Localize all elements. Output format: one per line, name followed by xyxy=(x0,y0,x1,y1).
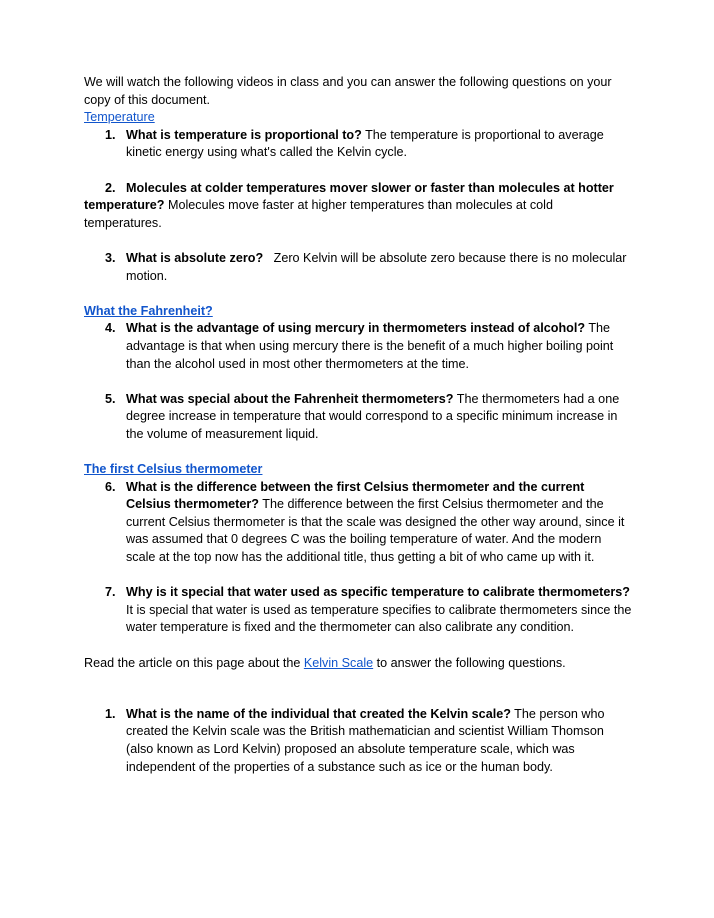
article-instructions: Read the article on this page about the Kelvin Scale to answer the following questions. xyxy=(84,655,566,670)
answer-text: The advantage is that when using mercury there is the benefit of a much higher boiling point than the alcohol used in most other thermometers at the time. xyxy=(126,321,614,371)
answer-text: The temperature is proportional to average kinetic energy using what's called the Kelvin cycle. xyxy=(126,127,604,160)
question-7 xyxy=(84,584,632,637)
question-number: 3. xyxy=(105,250,116,265)
question-number: 6. xyxy=(105,479,116,494)
kelvin-question-1 xyxy=(84,706,632,776)
question-number: 1. xyxy=(105,706,116,721)
question-3 xyxy=(84,250,632,285)
link-what-the-fahrenheit[interactable]: What the Fahrenheit? xyxy=(84,303,213,318)
question-list-temperature-b xyxy=(84,250,632,285)
question-text: What is the name of the individual that created the Kelvin scale? xyxy=(126,706,511,721)
answer-text: The difference between the first Celsius thermometer and the current Celsius thermometer is that the scale was designed the other way around, since it was assumed that 0 degrees C was the boiling temperature of water. And the modern scale at the top now has the additional title, thus getting a bit of who came up with it. xyxy=(126,497,625,565)
question-list-temperature xyxy=(84,127,632,162)
question-1 xyxy=(84,127,632,162)
link-kelvin-scale[interactable]: Kelvin Scale xyxy=(303,655,374,670)
answer-text: Molecules move faster at higher temperatures than molecules at cold temperatures. xyxy=(84,198,553,230)
question-text: What was special about the Fahrenheit thermometers? xyxy=(126,391,454,406)
link-temperature[interactable]: Temperature xyxy=(84,110,155,125)
question-list-fahrenheit xyxy=(84,320,632,443)
intro-paragraph: We will watch the following videos in class and you can answer the following questions on your copy of this document. xyxy=(84,75,612,107)
question-text: What is temperature is proportional to? xyxy=(126,127,362,142)
question-6 xyxy=(84,479,632,567)
question-text: Molecules at colder temperatures mover slower or faster than molecules at hotter temperature? xyxy=(84,180,614,213)
question-4 xyxy=(84,320,632,373)
question-5 xyxy=(84,391,632,444)
answer-text: The thermometers had a one degree increase in temperature that would correspond to a specific minimum increase in the volume of measurement liquid. xyxy=(126,391,620,441)
question-text: Why is it special that water used as specific temperature to calibrate thermometers? xyxy=(126,585,630,600)
question-number: 5. xyxy=(105,391,116,406)
question-number: 7. xyxy=(105,585,116,600)
question-text: What is the advantage of using mercury in thermometers instead of alcohol? xyxy=(126,321,586,336)
question-text: What is the difference between the first Celsius thermometer and the current Celsius thermometer? xyxy=(126,479,585,512)
question-text: What is absolute zero? xyxy=(126,250,264,265)
question-list-kelvin xyxy=(84,706,632,776)
question-number: 1. xyxy=(105,127,116,142)
link-first-celsius-thermometer[interactable]: The first Celsius thermometer xyxy=(84,462,263,477)
document-body xyxy=(84,74,632,776)
question-list-celsius xyxy=(84,479,632,637)
question-2 xyxy=(84,180,632,233)
answer-text: The person who created the Kelvin scale was the British mathematician and scientist William Thomson (also known as Lord Kelvin) proposed an absolute temperature scale, which was independent of the properties of a substance such as ice or the human body. xyxy=(126,706,605,774)
answer-text: Zero Kelvin will be absolute zero because there is no molecular motion. xyxy=(126,250,630,283)
question-number: 2. xyxy=(105,180,116,195)
answer-text: It is special that water is used as temperature specifies to calibrate thermometers since the water temperature is fixed and the thermometer can also calibrate any condition. xyxy=(126,602,632,635)
question-number: 4. xyxy=(105,321,116,336)
